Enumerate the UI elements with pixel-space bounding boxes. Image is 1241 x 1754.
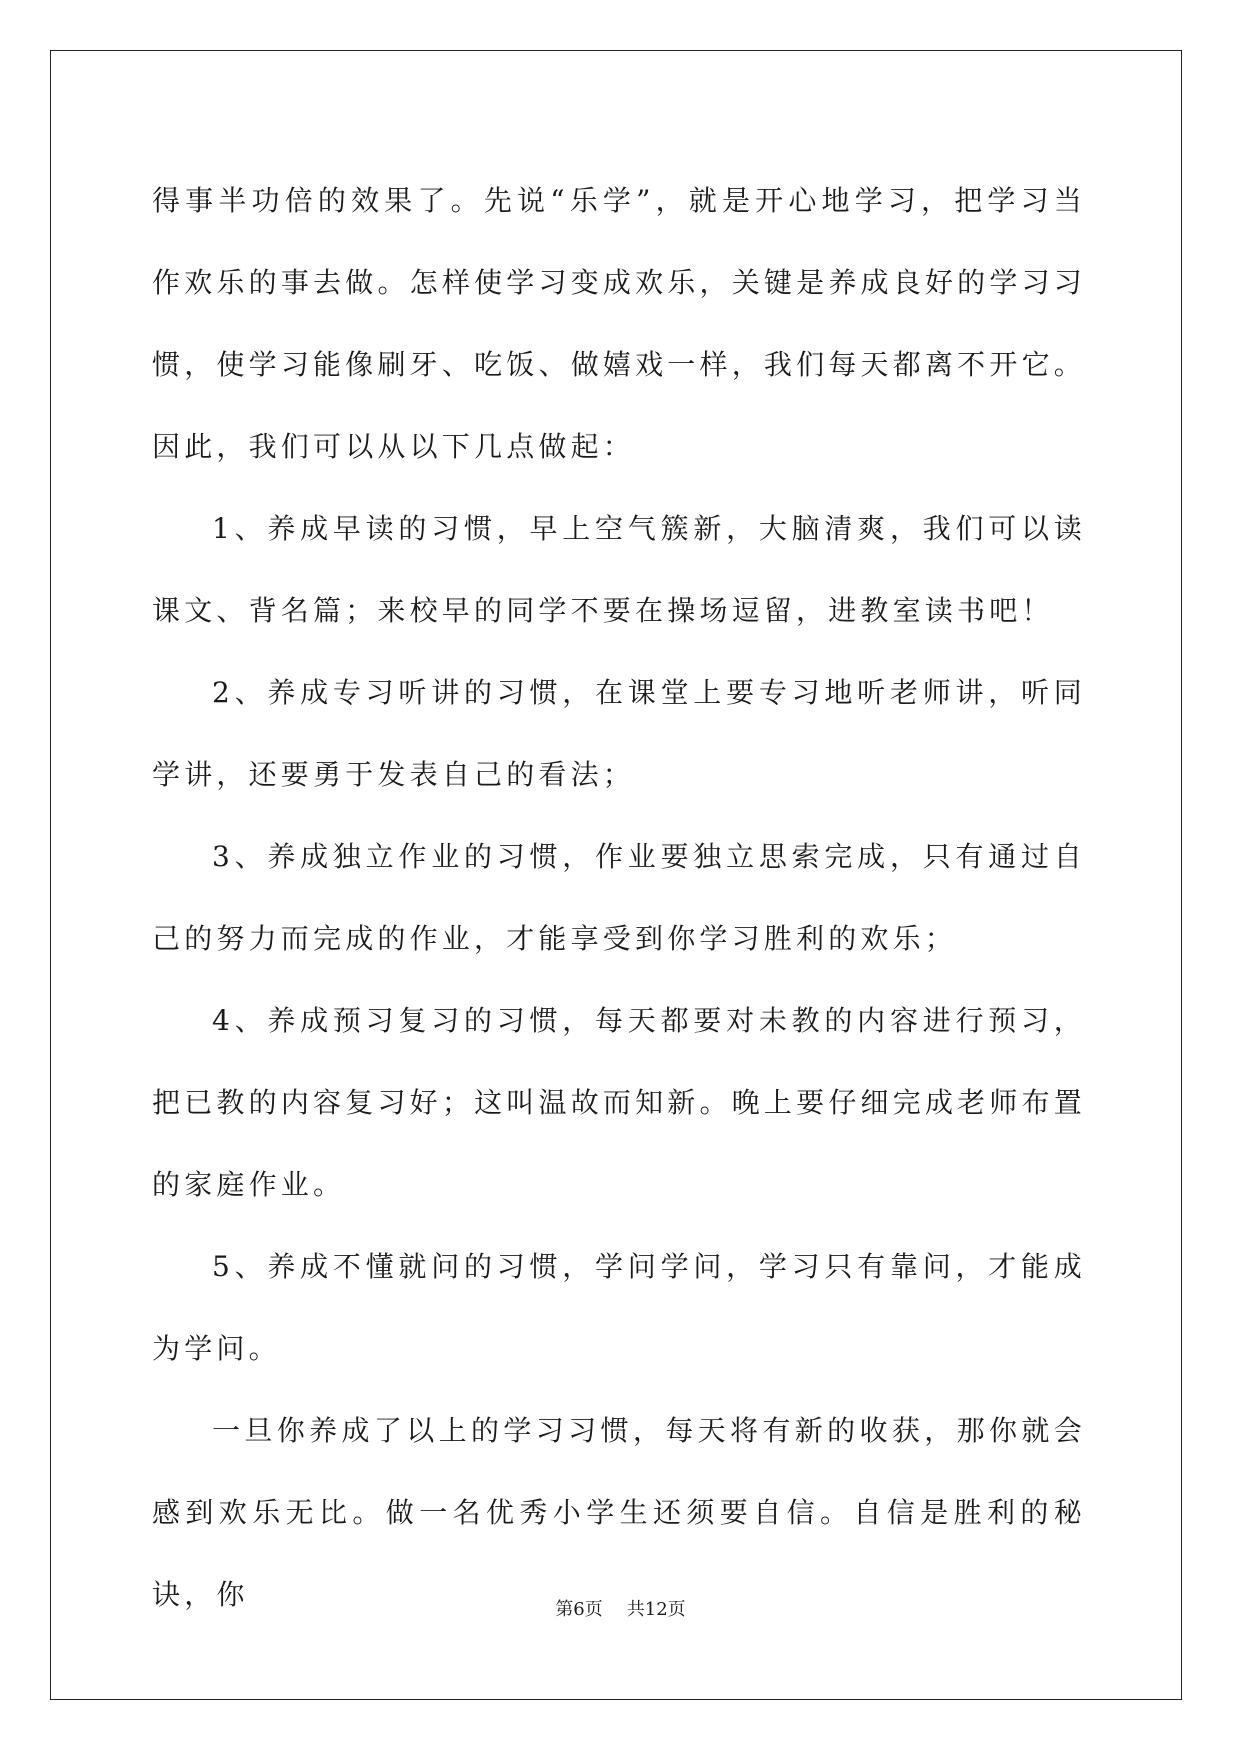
page-total: 共12页 xyxy=(626,1599,686,1620)
paragraph-item-5: 5、养成不懂就问的习惯，学问学问，学习只有靠问，才能成为学问。 xyxy=(152,1250,1086,1365)
paragraph-conclusion: 一旦你养成了以上的学习习惯，每天将有新的收获，那你就会感到欢乐无比。做一名优秀小学生还须要自信。自信是胜利的秘诀，你 xyxy=(152,1414,1086,1611)
paragraph-item-4: 4、养成预习复习的习惯，每天都要对未教的内容进行预习，把已教的内容复习好；这叫温故而知新。晚上要仔细完成老师布置的家庭作业。 xyxy=(152,1004,1086,1201)
document-body xyxy=(152,160,1086,1636)
paragraph-item-3: 3、养成独立作业的习惯，作业要独立思索完成，只有通过自己的努力而完成的作业，才能享受到你学习胜利的欢乐； xyxy=(152,840,1086,955)
paragraph-item-2: 2、养成专习听讲的习惯，在课堂上要专习地听老师讲，听同学讲，还要勇于发表自己的看法； xyxy=(152,676,1086,791)
paragraph-intro: 得事半功倍的效果了。先说“乐学”，就是开心地学习，把学习当作欢乐的事去做。怎样使学习变成欢乐，关键是养成良好的学习习惯，使学习能像刷牙、吃饭、做嬉戏一样，我们每天都离不开它。因此，我们可以从以下几点做起： xyxy=(152,184,1086,463)
paragraph-item-1: 1、养成早读的习惯，早上空气簇新，大脑清爽，我们可以读课文、背名篇；来校早的同学不要在操场逗留，进教室读书吧！ xyxy=(152,512,1086,627)
page-footer xyxy=(0,1595,1241,1621)
page-number: 第6页 xyxy=(555,1599,603,1620)
